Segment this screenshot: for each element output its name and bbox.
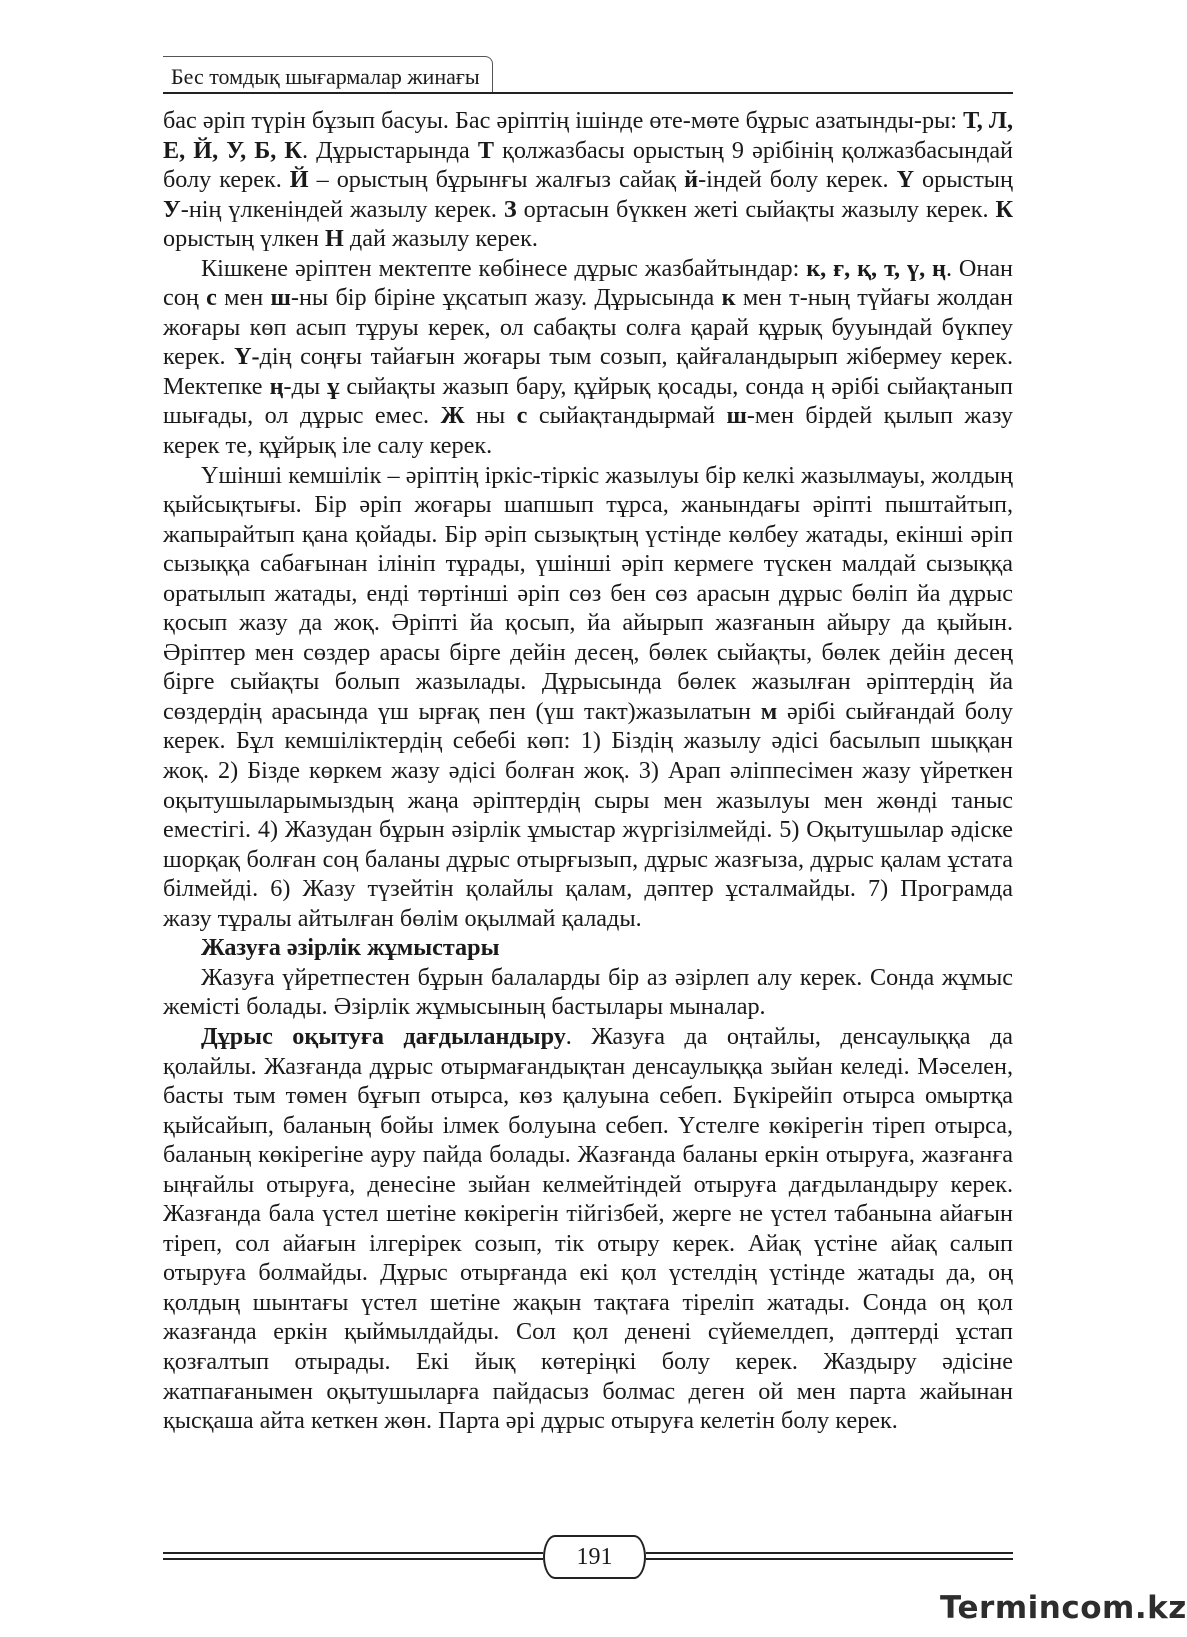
paragraph: бас әріп түрін бұзып басуы. Бас әріптің ішінде өте-мөте бұрыс азатынды-ры: Т, Л, Е, Й, У, Б, К. Дұрыстарында Т қолжазбасы орыстың 9 әрібінің қолжазбасындай болу керек. Й – орыстың бұрынғы жалғыз сайақ й-індей болу керек. Ү орыстың У-нің үлкеніндей жазылу керек. З ортасын бүккен жеті сыйақты жазылу керек. К орыстың үлкен Н дай жазылу керек. (163, 107, 1014, 253)
paragraph: Кішкене әріптен мектепте көбінесе дұрыс жазбайтындар: к, ғ, қ, т, ү, ң. Онан соң с мен ш-ны бір біріне ұқсатып жазу. Дұрысында к мен т-ның түйағы жолдан жоғары көп асып тұруы керек, ол сабақты солға қарай құрық бууындай бүкпеу керек. Ү-дің соңғы тайағын жоғары тым созып, қайғаландырып жібермеу керек. Мектепке ң-ды ұ сыйақты жазып бару, құйрық қосады, сонда ң әрібі сыйақтанып шығады, ол дұрыс емес. Ж ны с сыйақтандырмай ш-мен бірдей қылып жазу керек те, құйрық іле салу керек. (163, 254, 1014, 460)
footer-rule (163, 1558, 543, 1560)
book-title: Бес томдық шығармалар жинағы (163, 56, 493, 92)
section-heading: Жазуға әзірлік жұмыстары (201, 934, 500, 962)
running-header (163, 56, 1013, 96)
header-rule (163, 92, 1013, 94)
footer-rule (646, 1558, 1013, 1560)
paragraph: Үшінші кемшілік – әріптің іркіс-тіркіс жазылуы бір келкі жазылмауы, жолдың қыйсықтығы. Бір әріп жоғары шапшып тұрса, жанындағы әріпті пыштайтып, жапырайтып қана қойады. Бір әріп сызықтың үстінде көлбеу жатады, екінші әріп сызыққа сабағынан ілініп тұрады, үшінші әріп кермеге түскен малдай сызыққа оратылып жатады, енді төртінші әріп сөз бен сөз арасын дұрыс бөліп йа дұрыс қосып жазу да жоқ. Әріпті йа қосып, йа айырып жазғанын айыру да қыйын. Әріптер мен сөздер арасы бірге дейін десең, бөлек сыйақты, бөлек дейін десең бірге сыйақты болып жазылады. Дұрысында бөлек жазылған әріптердің йа сөздердің арасында үш ырғақ пен (үш такт)жазылатын м әрібі сыйғандай болу керек. Бұл кемшіліктердің себебі көп: 1) Біздің жазылу әдісі басылып шыққан жоқ. 2) Бізде көркем жазу әдісі болған жоқ. 3) Арап әліппесімен жазу үйреткен оқытушыларымыздың жаңа әріптердің сыры мен жазылуы мен жөнді таныс еместігі. 4) Жазудан бұрын әзірлік ұмыстар жүргізілмейді. 5) Оқытушылар әдіске шорқақ болған соң баланы дұрыс отырғызып, дұрыс жазғыза, дұрыс қалам ұстата білмейді. 6) Жазу түзейтін қолайлы қалам, дәптер ұсталмайды. 7) Програмда жазу тұралы айтылған бөлім оқылмай қалады. (163, 461, 1013, 932)
footer-rule (163, 1552, 543, 1554)
paragraph: Дұрыс оқытуға дағдыландыру. Жазуға да оңтайлы, денсаулыққа да қолайлы. Жазғанда дұрыс отырмағандықтан денсаулыққа зыйан келеді. Мәселен, басты тым төмен бұғып отырса, көз қалуына себеп. Бүкірейіп отырса омыртқа қыйсайып, баланың бойы ілмек болуына себеп. Үстелге көкірегін тіреп отырса, баланың көкірегіне ауру пайда болады. Жазғанда баланы еркін отыруға, жазғанға ыңғайлы отыруға, денесіне зыйан келмейтіндей отыруға дағдыландыру керек. Жазғанда бала үстел шетіне көкірегін тійгізбей, жерге не үстел табанына айағын тіреп, сол айағын ілгерірек созып, тік отыру керек. Айақ үстіне айақ салып отыруға болмайды. Дұрыс отырғанда екі қол үстелдің үстінде жатады да, оң қолдың шынтағы үстел шетіне жақын тақтаға тіреліп жатады. Сонда оң қол жазғанда еркін қыймылдайды. Сол қол денені сүйемелдеп, дәптерді ұстап қозғалтып отырады. Екі йық көтеріңкі болу керек. Жаздыру әдісіне жатпағанымен оқытушыларға пайдасыз болмас деген ой мен парта жайынан қысқаша айта кеткен жөн. Парта әрі дұрыс отыруға келетін болу керек. (163, 1022, 1013, 1435)
text-body (163, 106, 1013, 1436)
page-number: 191 (543, 1535, 646, 1579)
paragraph: Жазуға үйретпестен бұрын балаларды бір аз әзірлеп алу керек. Сонда жұмыс жемісті болады. Әзірлік жұмысының бастылары мыналар. (163, 963, 1013, 1021)
page-footer (163, 1532, 1013, 1592)
footer-rule (646, 1552, 1013, 1554)
watermark-logo (940, 1590, 1187, 1632)
watermark-text: Termincom.kz (940, 1590, 1187, 1626)
